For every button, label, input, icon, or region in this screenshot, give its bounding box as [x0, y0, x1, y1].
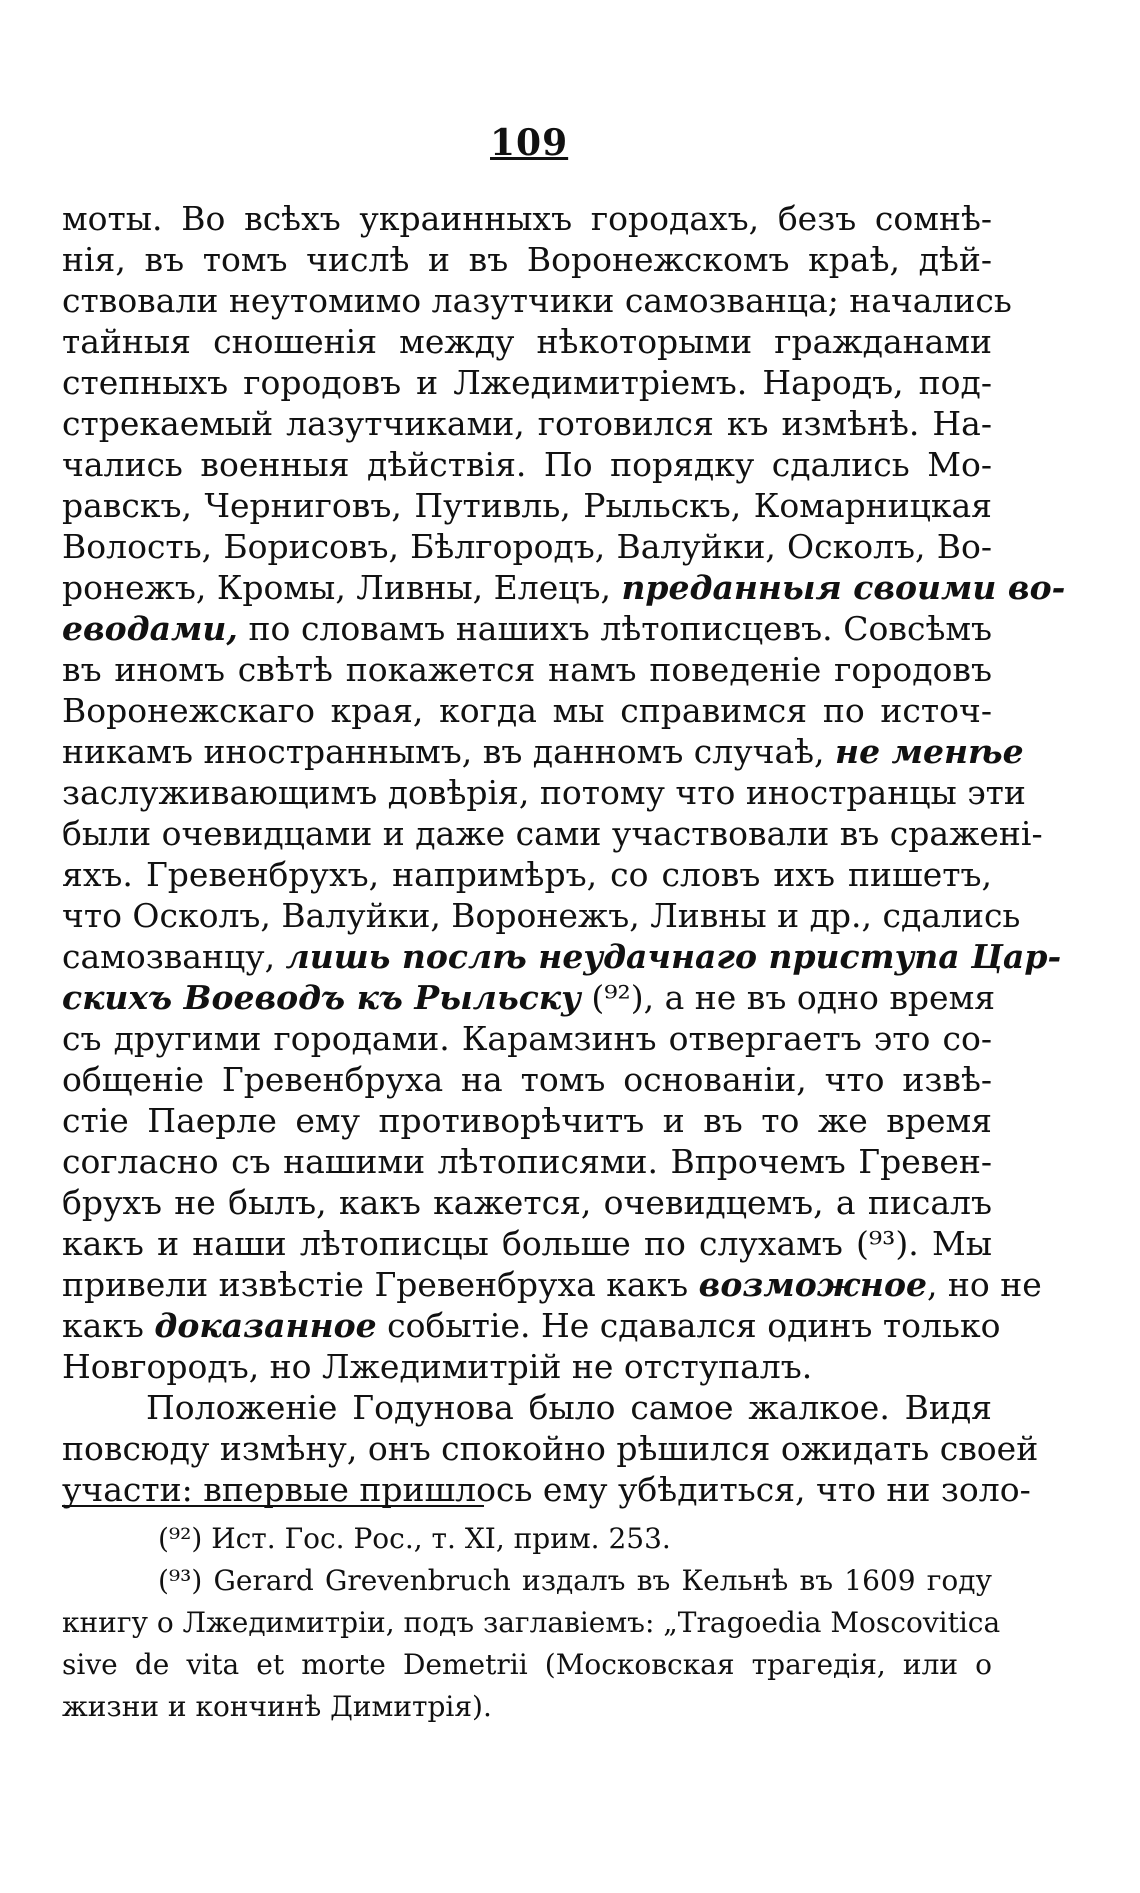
italic-span: возможное	[698, 1265, 927, 1304]
page-number: 109	[490, 122, 569, 164]
text-line: Новгородъ, но Лжедимитрій не отступалъ.	[62, 1347, 813, 1386]
footnote-line: книгу о Лжедимитріи, подъ заглавіемъ: „Tragoedia Moscovitica	[62, 1606, 1001, 1639]
text-line: брухъ не былъ, какъ кажется, очевидцемъ, а писалъ	[62, 1183, 992, 1222]
text-span: самозванцу,	[62, 937, 276, 976]
text-line: чались военныя дѣйствія. По порядку сдались Мо-	[62, 445, 992, 484]
footnote-line: (⁹²) Ист. Гос. Рос., т. XI, прим. 253.	[158, 1522, 671, 1555]
text-line	[62, 567, 1066, 608]
text-line: что Осколъ, Валуйки, Воронежъ, Ливны и др., сдались	[62, 896, 1021, 935]
text-span: какъ	[62, 1306, 144, 1345]
text-line: равскъ, Черниговъ, Путивль, Рыльскъ, Комарницкая	[62, 486, 992, 525]
text-line: стіе Паерле ему противорѣчитъ и въ то же время	[62, 1101, 992, 1140]
text-span: никамъ иностраннымъ, въ данномъ случаѣ,	[62, 732, 825, 771]
text-line: согласно съ нашими лѣтописями. Впрочемъ Гревен-	[62, 1142, 992, 1181]
footnote-line: (⁹³) Gerard Grevenbruch издалъ въ Кельнѣ въ 1609 году	[158, 1564, 992, 1597]
text-line: въ иномъ свѣтѣ покажется намъ поведеніе городовъ	[62, 650, 992, 689]
footnotes	[62, 1518, 1001, 1728]
text-line: ствовали неутомимо лазутчики самозванца; начались	[62, 281, 1012, 320]
text-line	[62, 731, 1024, 772]
text-span: привели извѣстіе Гревенбруха какъ	[62, 1265, 689, 1304]
footnote-line: жизни и кончинѣ Димитрія).	[62, 1690, 492, 1723]
italic-span: не менѣе	[835, 732, 1024, 771]
text-span: событіе. Не сдавался одинъ только	[387, 1306, 1001, 1345]
text-line: повсюду измѣну, онъ спокойно рѣшился ожидать своей	[62, 1429, 1039, 1468]
main-text	[62, 198, 1066, 1510]
text-span: (⁹²), а не въ одно время	[591, 978, 996, 1017]
italic-span: лишь послѣ неудачнаго приступа Цар-	[285, 937, 1062, 976]
text-line	[62, 1264, 1042, 1305]
text-line: какъ и наши лѣтописцы больше по слухамъ (⁹³). Мы	[62, 1224, 992, 1263]
text-line: моты. Во всѣхъ украинныхъ городахъ, безъ сомнѣ-	[62, 199, 992, 238]
text-line	[62, 1305, 1001, 1346]
text-line: были очевидцами и даже сами участвовали въ сраженi-	[62, 814, 1043, 853]
italic-span: еводами,	[62, 609, 238, 648]
text-line: яхъ. Гревенбрухъ, напримѣръ, со словъ ихъ пишетъ,	[62, 855, 992, 894]
text-line: тайныя сношенія между нѣкоторыми гражданами	[62, 322, 992, 361]
text-line: участи: впервые пришлось ему убѣдиться, что ни золо-	[62, 1470, 1031, 1509]
text-line: стрекаемый лазутчиками, готовился къ измѣнѣ. На-	[62, 404, 992, 443]
footnote-line: sive de vita et morte Demetrii (Московская трагедія, или о	[62, 1648, 992, 1681]
italic-span: скихъ Воеводъ къ Рыльску	[62, 978, 581, 1017]
text-line	[62, 977, 996, 1018]
text-line: Волость, Борисовъ, Бѣлгородъ, Валуйки, Осколъ, Во-	[62, 527, 992, 566]
text-span: , но не	[926, 1265, 1042, 1304]
footnote-divider	[62, 1505, 484, 1507]
italic-span: преданныя своими во-	[621, 568, 1066, 607]
text-line: нія, въ томъ числѣ и въ Воронежскомъ краѣ, дѣй-	[62, 240, 992, 279]
text-line: заслуживающимъ довѣрія, потому что иностранцы эти	[62, 773, 1026, 812]
text-line: степныхъ городовъ и Лжедимитріемъ. Народъ, под-	[62, 363, 992, 402]
text-line: Воронежскаго края, когда мы справимся по источ-	[62, 691, 992, 730]
text-span: по словамъ нашихъ лѣтописцевъ. Совсѣмъ	[248, 609, 993, 648]
text-line: общеніе Гревенбруха на томъ основаніи, что извѣ-	[62, 1060, 992, 1099]
text-line	[62, 608, 992, 649]
text-line: съ другими городами. Карамзинъ отвергаетъ это со-	[62, 1019, 992, 1058]
italic-span: доказанное	[154, 1306, 377, 1345]
text-line	[62, 936, 1062, 977]
text-line: Положеніе Годунова было самое жалкое. Видя	[146, 1388, 992, 1427]
text-span: ронежъ, Кромы, Ливны, Елецъ,	[62, 568, 611, 607]
